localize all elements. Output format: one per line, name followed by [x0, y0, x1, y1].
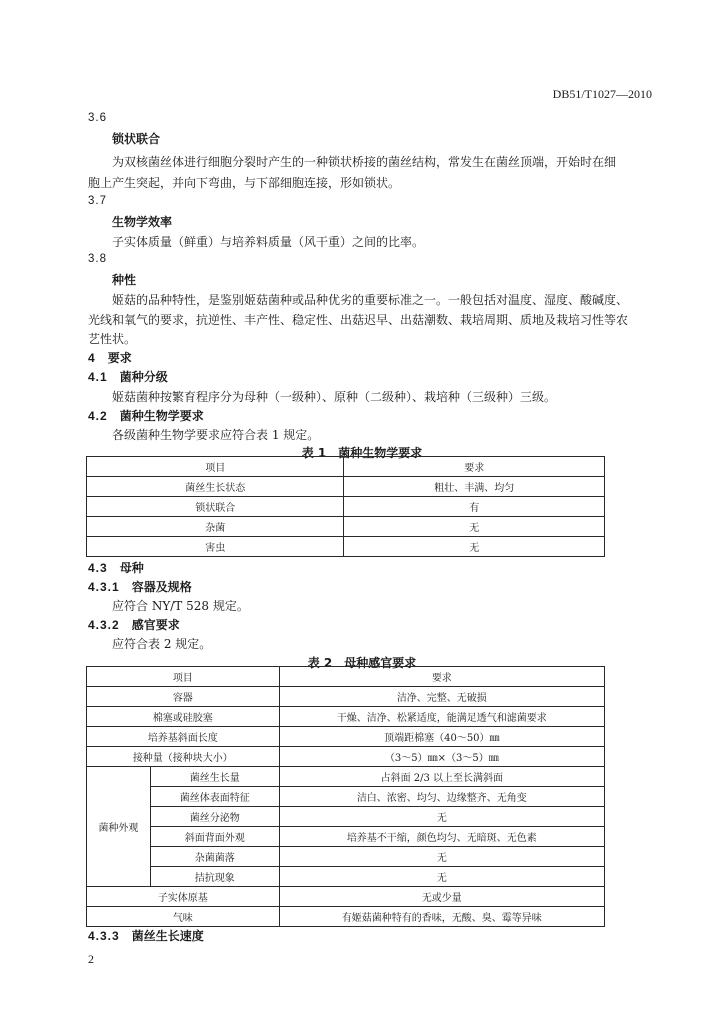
section-title: 菌丝生长速度 — [131, 929, 204, 943]
table-row — [87, 517, 605, 537]
table-2-header-row — [87, 667, 605, 687]
table-row — [87, 707, 605, 727]
section-4-1-body: 姬菇菌种按繁育程序分为母种（一级种）、原种（二级种）、栽培种（三级种）三级。 — [112, 390, 557, 404]
section-title: 菌种分级 — [119, 370, 168, 384]
clause-number-3-7: 3.7 — [88, 195, 107, 207]
table-cell: 杂菌 — [87, 517, 344, 537]
definition-3-8-line1: 姬菇的品种特性，是鉴别姬菇菌种或品种优劣的重要标准之一。一般包括对温度、湿度、酸碱度、 — [112, 293, 629, 307]
table-cell: 子实体原基 — [87, 887, 280, 907]
table-row — [87, 477, 605, 497]
table-cell: 干燥、洁净、松紧适度，能满足透气和滤菌要求 — [279, 707, 604, 727]
definition-3-6-line2: 胞上产生突起，并向下弯曲，与下部细胞连接，形如锁状。 — [88, 176, 401, 190]
section-title: 母种 — [119, 561, 144, 575]
section-title: 要求 — [107, 351, 132, 365]
document-code: DB51/T1027—2010 — [552, 87, 652, 101]
table-cell: 粗壮、丰满、均匀 — [344, 477, 605, 497]
table-cell: 害虫 — [87, 537, 344, 557]
section-4-2-body: 各级菌种生物学要求应符合表 1 规定。 — [112, 428, 320, 442]
table-row — [87, 887, 605, 907]
table-2 — [86, 666, 605, 927]
table-header-cell: 要求 — [344, 457, 605, 477]
term-biological-efficiency: 生物学效率 — [112, 215, 173, 229]
table-row — [87, 747, 605, 767]
section-heading-4-3 — [88, 559, 144, 576]
table-row — [87, 497, 605, 517]
section-title: 容器及规格 — [131, 580, 192, 594]
clause-number-3-8: 3.8 — [88, 253, 107, 265]
section-number: 4.1 — [88, 370, 108, 384]
table-row — [87, 767, 605, 787]
table-cell: 杂菌菌落 — [150, 847, 279, 867]
table-header-cell: 项目 — [87, 667, 280, 687]
table-row — [87, 787, 605, 807]
term-strain-character: 种性 — [112, 273, 137, 287]
table-row — [87, 827, 605, 847]
table-cell: 菌丝分泌物 — [150, 807, 279, 827]
table-2-caption: 表 2 母种感官要求 — [307, 656, 417, 670]
table-cell: 占斜面 2/3 以上至长满斜面 — [279, 767, 604, 787]
section-number: 4.3.1 — [88, 580, 120, 594]
section-heading-4-1 — [88, 368, 168, 385]
term-lock-connection: 锁状联合 — [112, 132, 161, 146]
table-1 — [86, 456, 605, 557]
table-cell: 锁状联合 — [87, 497, 344, 517]
page-number: 2 — [88, 952, 94, 966]
table-cell: 无 — [279, 847, 604, 867]
section-heading-4 — [88, 349, 132, 366]
table-1-caption: 表 1 菌种生物学要求 — [301, 446, 423, 460]
table-cell: （3～5）㎜×（3～5）㎜ — [279, 747, 604, 767]
table-cell: 无 — [344, 517, 605, 537]
table-cell: 菌丝生长状态 — [87, 477, 344, 497]
table-row — [87, 727, 605, 747]
section-heading-4-3-2 — [88, 616, 180, 633]
table-cell: 无或少量 — [279, 887, 604, 907]
section-title: 菌种生物学要求 — [119, 409, 204, 423]
section-number: 4 — [88, 351, 96, 365]
table-cell: 有姬菇菌种特有的香味，无酸、臭、霉等异味 — [279, 907, 604, 927]
table-header-cell: 项目 — [87, 457, 344, 477]
table-row — [87, 907, 605, 927]
table-cell: 气味 — [87, 907, 280, 927]
section-number: 4.3.3 — [88, 929, 120, 943]
definition-3-8-line3: 艺性状。 — [88, 332, 137, 346]
table-cell: 容器 — [87, 687, 280, 707]
table-row — [87, 867, 605, 887]
definition-3-8-line2: 光线和氧气的要求，抗逆性、丰产性、稳定性、出菇迟早、出菇潮数、栽培周期、质地及栽培习性等农 — [88, 313, 629, 327]
table-cell: 培养基斜面长度 — [87, 727, 280, 747]
table-row — [87, 537, 605, 557]
table-group-label: 菌种外观 — [87, 767, 151, 887]
table-cell: 洁净、完整、无破损 — [279, 687, 604, 707]
section-heading-4-3-3 — [88, 927, 204, 944]
table-cell: 无 — [344, 537, 605, 557]
table-row — [87, 847, 605, 867]
section-number: 4.3 — [88, 561, 108, 575]
definition-3-7: 子实体质量（鲜重）与培养料质量（风干重）之间的比率。 — [112, 235, 425, 249]
table-header-cell: 要求 — [279, 667, 604, 687]
section-4-3-1-body: 应符合 NY/T 528 规定。 — [112, 599, 249, 613]
section-heading-4-2 — [88, 407, 204, 424]
table-row — [87, 687, 605, 707]
table-cell: 接种量（接种块大小） — [87, 747, 280, 767]
table-1-header-row — [87, 457, 605, 477]
table-cell: 顶端距棉塞（40～50）㎜ — [279, 727, 604, 747]
table-cell: 无 — [279, 867, 604, 887]
table-cell: 有 — [344, 497, 605, 517]
table-cell: 洁白、浓密、均匀、边缘整齐、无角变 — [279, 787, 604, 807]
table-cell: 培养基不干缩，颜色均匀、无暗斑、无色素 — [279, 827, 604, 847]
section-number: 4.3.2 — [88, 618, 120, 632]
section-number: 4.2 — [88, 409, 108, 423]
table-cell: 菌丝体表面特征 — [150, 787, 279, 807]
section-heading-4-3-1 — [88, 578, 192, 595]
section-title: 感官要求 — [131, 618, 180, 632]
table-cell: 拮抗现象 — [150, 867, 279, 887]
table-cell: 无 — [279, 807, 604, 827]
definition-3-6-line1: 为双核菌丝体进行细胞分裂时产生的一种锁状桥接的菌丝结构，常发生在菌丝顶端，开始时在细 — [112, 155, 617, 169]
table-row — [87, 807, 605, 827]
table-cell: 斜面背面外观 — [150, 827, 279, 847]
section-4-3-2-body: 应符合表 2 规定。 — [112, 637, 212, 651]
table-cell: 菌丝生长量 — [150, 767, 279, 787]
table-cell: 棉塞或硅胶塞 — [87, 707, 280, 727]
clause-number-3-6: 3.6 — [88, 112, 107, 124]
